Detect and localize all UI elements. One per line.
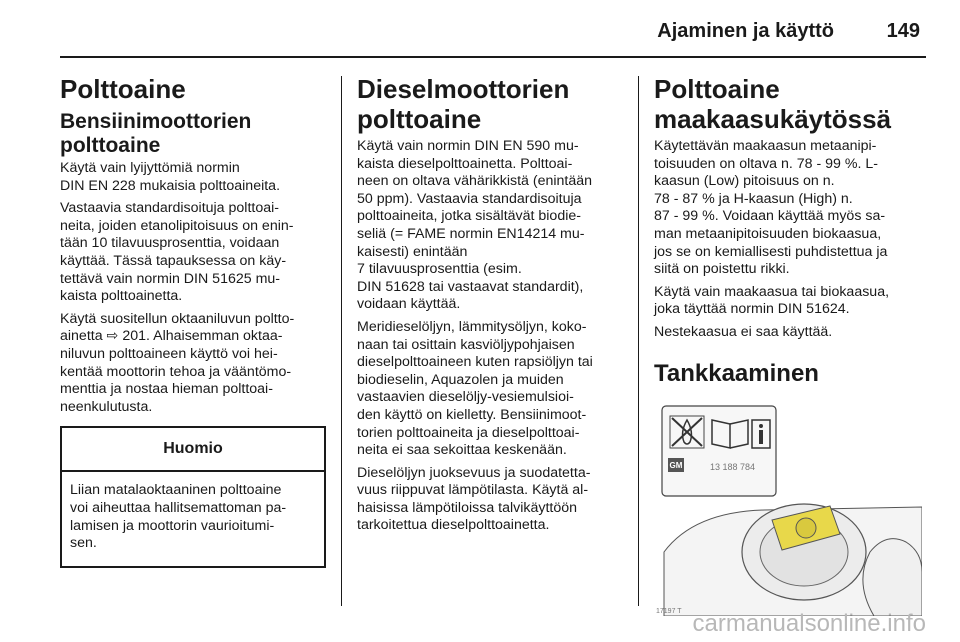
paragraph: Vastaavia standardisoituja polttoai- neita, joiden etanolipitoisuus on enin- tään 10 tilavuusprosenttia, voidaan käyttää. Tässä tapauksessa on käy- tettävä vain normin DIN 51625 mu- kaista polttoainetta.: [60, 200, 294, 305]
page-header: [60, 16, 926, 58]
column-divider: [341, 76, 342, 606]
paragraph-octane: [60, 311, 326, 417]
paragraph-text: 201. Alhaisemman oktaa- niluvun polttoaineen käyttö voi hei- kentää moottorin tehoa ja vääntömo- menttia ja nostaa hieman polttoai- neenkulutusta.: [60, 328, 292, 415]
column-diesel: [357, 74, 623, 540]
caution-box: [60, 426, 326, 567]
caution-text: Liian matalaoktaaninen polttoaine voi aiheuttaa hallitsemattoman pa- lamisen ja moottorin vaurioitumi- sen.: [70, 482, 287, 552]
paragraph: Käytä vain lyijyttömiä normin DIN EN 228 mukaisia polttoaineita.: [60, 160, 281, 194]
caution-title: Huomio: [62, 428, 324, 472]
section-heading-natural-gas: Polttoaine maakaasukäytössä: [654, 74, 892, 134]
watermark: carmanualsonline.info: [692, 610, 926, 637]
paragraph: Käytä vain normin DIN EN 590 mu- kaista dieselpolttoainetta. Polttoai- neen on oltava vähärikkistä (enintään 50 ppm). Vastaavia standardisoituja polttoaineita, jotka sisältävät biodie- seliä (= FAME normin EN14214 mu- kaisesti) enintään 7 tilavuusprosenttia (esim. DIN 51628 tai vastaavat standardit), voidaan käyttää.: [357, 138, 593, 313]
paragraph: Nestekaasua ei saa käyttää.: [654, 323, 833, 340]
section-heading-fuel: Polttoaine: [60, 74, 186, 104]
column-fuel-petrol: [60, 74, 326, 568]
section-title: Ajaminen ja käyttö: [657, 20, 834, 42]
fuel-filler-drawing: [654, 402, 922, 616]
column-natural-gas: [654, 74, 922, 616]
page-number: 149: [886, 20, 920, 42]
label-part-number: 13 188 784: [710, 461, 756, 472]
section-heading-refuelling: Tankkaaminen: [654, 359, 819, 387]
paragraph: Meridieselöljyn, lämmitysöljyn, koko- naan tai osittain kasviöljypohjaisen dieselpolttoaineen kuten rapsiöljyn tai biodieselin, Aquazolen ja muiden vastaavien dieselöljy-vesiemulsioi- den käyttö on kielletty. Bensiinimoot- torien polttoaineita ja dieselpolttoai- neita ei saa sekoittaa keskenään.: [357, 318, 593, 459]
column-divider: [638, 76, 639, 606]
paragraph: Käytä vain maakaasua tai biokaasua, joka täyttää normin DIN 51624.: [654, 283, 890, 318]
gm-badge-text: GM: [669, 460, 683, 470]
figure-id: 17197 T: [656, 607, 682, 615]
page-reference-icon: ⇨: [106, 328, 119, 345]
paragraph: Käytettävän maakaasun metaanipi- toisuuden on oltava n. 78 - 99 %. L- kaasun (Low) pitoisuus on n. 78 - 87 % ja H-kaasun (High) n. 87 - 99 %. Voidaan käyttää myös sa- man metaanipitoisuuden biokaasua, jos se on kemiallisesti puhdistettua ja siitä on poistettu rikki.: [654, 138, 888, 278]
fuel-filler-illustration: [654, 402, 922, 616]
subheading-petrol-fuel: Bensiinimoottorien polttoaine: [60, 110, 252, 157]
paragraph-text: Käytä suositellun oktaaniluvun poltto- ainetta: [60, 310, 295, 345]
paragraph: Dieselöljyn juoksevuus ja suodatetta- vuus riippuvat lämpötilasta. Käytä al- haisissa lämpötiloissa talvikäyttöön tarkoitettua dieselpolttoainetta.: [357, 464, 591, 534]
section-heading-diesel: Dieselmoottorien polttoaine: [357, 74, 570, 134]
